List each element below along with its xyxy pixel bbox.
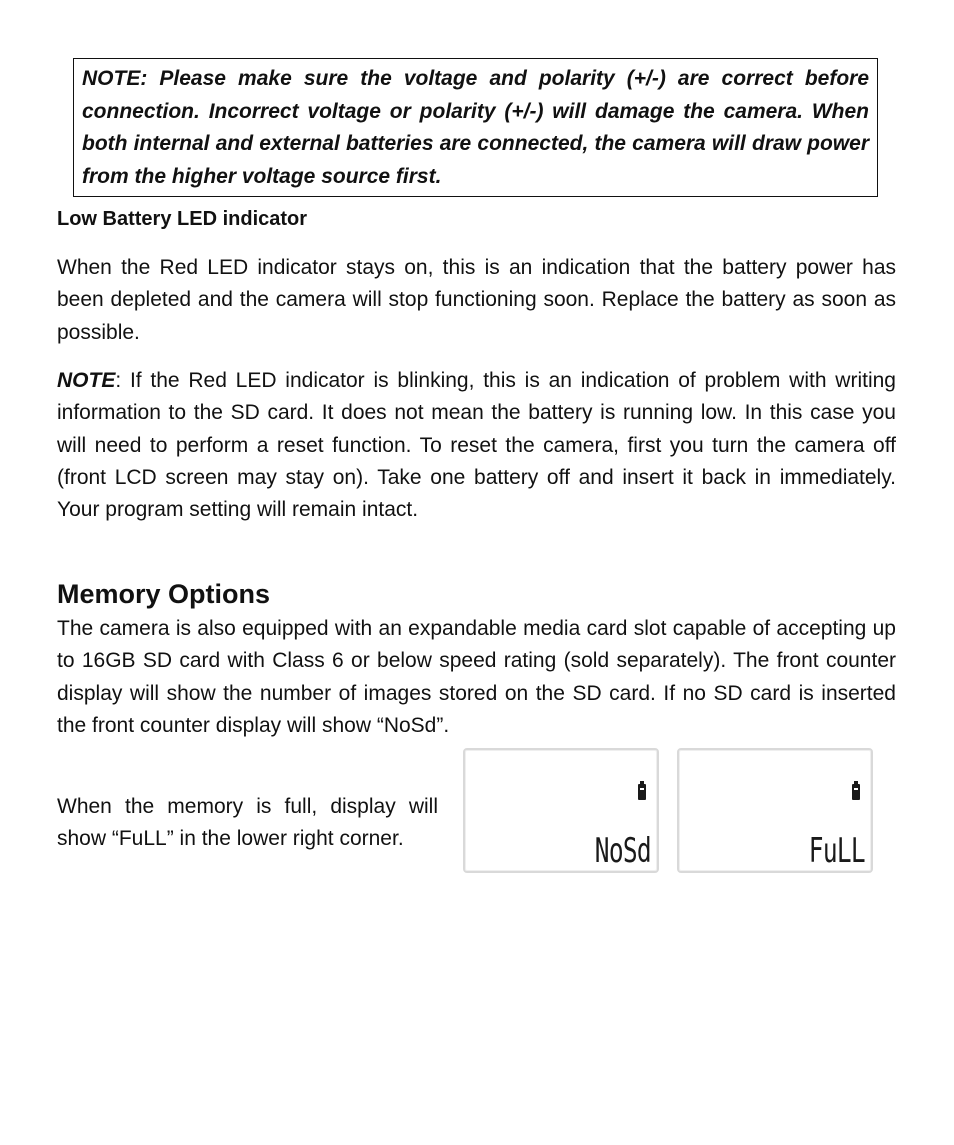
low-battery-paragraph: When the Red LED indicator stays on, this is an indication that the battery power has been depleted and the camera will stop functioning soon. Replace the battery as soon as possible. bbox=[57, 256, 896, 344]
lcd-display-nosd bbox=[463, 748, 659, 873]
note-body: : If the Red LED indicator is blinking, this is an indication of problem with writing information to the SD card. It does not mean the battery is running low. In this case you will need to perform a reset function. To reset the camera, first you turn the camera off (front LCD screen may stay on). Take one battery off and insert it back in immediately. Your program setting will remain intact. bbox=[57, 369, 896, 522]
memory-full-paragraph: When the memory is full, display will show “FuLL” in the lower right corner. bbox=[57, 795, 438, 851]
low-battery-heading: Low Battery LED indicator bbox=[57, 208, 308, 230]
lcd-reading: FuLL bbox=[808, 831, 865, 871]
memory-options-title: Memory Options bbox=[57, 579, 271, 609]
lcd-reading: NoSd bbox=[594, 831, 651, 871]
lcd-display-full bbox=[677, 748, 873, 873]
blinking-led-note bbox=[57, 365, 896, 526]
voltage-note-box bbox=[73, 58, 878, 197]
battery-icon bbox=[852, 784, 860, 800]
memory-options-paragraph: The camera is also equipped with an expandable media card slot capable of accepting up to 16GB SD card with Class 6 or below speed rating (sold separately). The front counter display will show the number of images stored on the SD card. If no SD card is inserted the front counter display will show “NoSd”. bbox=[57, 617, 896, 737]
note-lead: NOTE bbox=[57, 369, 116, 392]
voltage-note-text: NOTE: Please make sure the voltage and polarity (+/-) are correct before connection. Incorrect voltage or polarity (+/-) will damage the camera. When both internal and external batteries are connected, the camera will draw power from the higher voltage source first. bbox=[82, 67, 869, 188]
battery-icon bbox=[638, 784, 646, 800]
